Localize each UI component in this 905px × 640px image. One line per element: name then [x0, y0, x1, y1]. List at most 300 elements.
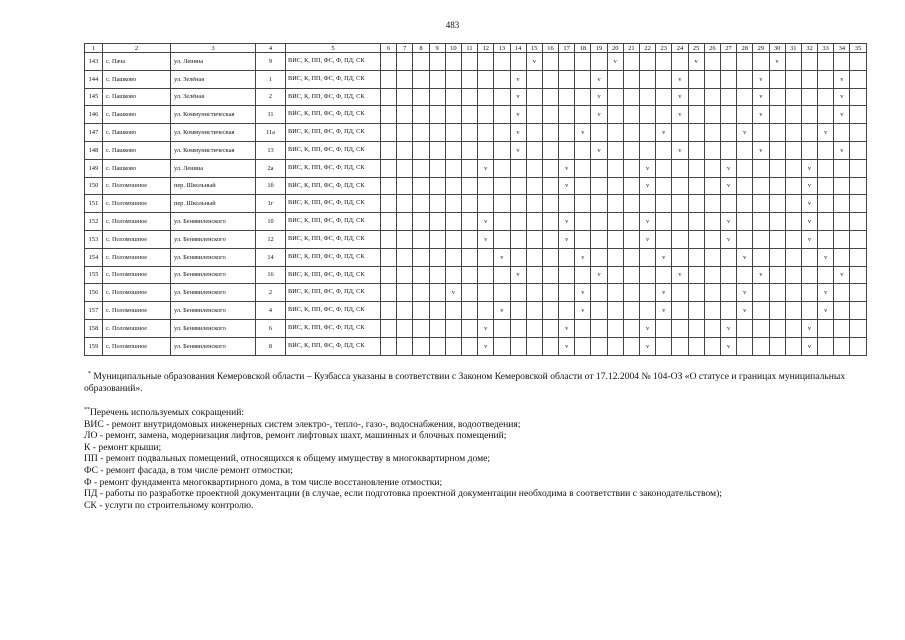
year-cell: [397, 159, 413, 177]
year-cell: [510, 248, 526, 266]
check-mark: v: [581, 289, 585, 297]
year-cell: [801, 302, 817, 320]
year-cell: [769, 124, 785, 142]
year-cell: [656, 213, 672, 231]
year-cell: [526, 266, 542, 284]
year-cell: [607, 88, 623, 106]
check-mark: v: [759, 271, 763, 279]
year-cell: [559, 53, 575, 71]
year-cell: [461, 141, 477, 159]
year-cell: [559, 319, 575, 337]
year-cell: [494, 266, 510, 284]
check-mark: v: [646, 164, 650, 172]
year-cell: [526, 213, 542, 231]
table-row: [85, 70, 867, 88]
year-cell: [397, 70, 413, 88]
column-number: 20: [607, 44, 623, 53]
year-cell: [607, 248, 623, 266]
year-cell: [688, 319, 704, 337]
house-cell: 2а: [256, 159, 286, 177]
year-cell: [623, 88, 639, 106]
year-cell: [720, 230, 736, 248]
year-cell: [542, 337, 558, 355]
table-row: [85, 141, 867, 159]
year-cell: [526, 302, 542, 320]
year-cell: [753, 177, 769, 195]
check-mark: v: [807, 342, 812, 350]
table-row: [85, 88, 867, 106]
year-cell: [785, 284, 801, 302]
year-cell: [785, 141, 801, 159]
street-cell: ул. Коммунистическая: [171, 141, 256, 159]
year-cell: [510, 284, 526, 302]
check-mark: v: [662, 307, 666, 315]
year-cell: [818, 195, 834, 213]
house-cell: 1: [256, 70, 286, 88]
table-row: [85, 124, 867, 142]
abbr-vis: ВИС - ремонт внутридомовых инженерных систем электро-, тепло-, газо-, водоснабжения, водоотведения;: [84, 418, 521, 430]
abbreviations-title: **Перечень используемых сокращений:: [84, 407, 245, 418]
year-cell: [672, 141, 688, 159]
year-cell: [704, 213, 720, 231]
row-number: 143: [85, 53, 103, 71]
year-cell: [510, 213, 526, 231]
year-cell: [623, 53, 639, 71]
year-cell: [542, 248, 558, 266]
check-mark: v: [597, 75, 601, 83]
check-mark: v: [759, 111, 763, 119]
year-cell: [785, 319, 801, 337]
year-cell: [623, 70, 639, 88]
year-cell: [510, 319, 526, 337]
check-mark: v: [565, 182, 569, 190]
page-number: 483: [445, 20, 460, 30]
check-mark: v: [484, 342, 488, 350]
year-cell: [737, 70, 753, 88]
year-cell: [640, 319, 656, 337]
year-cell: [672, 213, 688, 231]
year-cell: [801, 230, 817, 248]
year-cell: [834, 88, 850, 106]
row-number: 153: [85, 230, 103, 248]
column-number: 33: [818, 44, 834, 53]
year-cell: [672, 302, 688, 320]
year-cell: [526, 124, 542, 142]
check-mark: v: [613, 57, 617, 65]
year-cell: [607, 230, 623, 248]
works-cell: ВИС, К, ПП, ФС, Ф, ПД, СК: [286, 266, 381, 284]
year-cell: [445, 177, 461, 195]
year-cell: [801, 213, 817, 231]
works-cell: ВИС, К, ПП, ФС, Ф, ПД, СК: [286, 337, 381, 355]
year-cell: [591, 213, 607, 231]
column-numbers-row: [85, 44, 867, 53]
year-cell: [785, 302, 801, 320]
check-mark: v: [484, 324, 488, 332]
check-mark: v: [824, 129, 828, 137]
year-cell: [656, 106, 672, 124]
year-cell: [769, 106, 785, 124]
settlement-cell: с. Пашково: [103, 88, 171, 106]
column-number: 10: [445, 44, 461, 53]
check-mark: v: [516, 75, 520, 83]
year-cell: [607, 159, 623, 177]
column-number: 8: [413, 44, 429, 53]
year-cell: [850, 159, 866, 177]
year-cell: [785, 88, 801, 106]
year-cell: [413, 284, 429, 302]
year-cell: [769, 88, 785, 106]
house-cell: 10: [256, 213, 286, 231]
year-cell: [591, 124, 607, 142]
year-cell: [704, 284, 720, 302]
year-cell: [818, 88, 834, 106]
year-cell: [656, 337, 672, 355]
year-cell: [591, 319, 607, 337]
year-cell: [607, 195, 623, 213]
year-cell: [704, 124, 720, 142]
year-cell: [542, 177, 558, 195]
settlement-cell: с. Пашково: [103, 159, 171, 177]
column-number: 35: [850, 44, 866, 53]
year-cell: [850, 213, 866, 231]
check-mark: v: [694, 57, 698, 65]
year-cell: [478, 337, 494, 355]
year-cell: [526, 248, 542, 266]
year-cell: [445, 284, 461, 302]
abbr-sk: СК - услуги по строительному контролю.: [84, 499, 254, 511]
check-mark: v: [646, 342, 650, 350]
year-cell: [413, 53, 429, 71]
street-cell: ул. Бенявиленского: [171, 213, 256, 231]
works-cell: ВИС, К, ПП, ФС, Ф, ПД, СК: [286, 106, 381, 124]
year-cell: [850, 53, 866, 71]
year-cell: [769, 70, 785, 88]
year-cell: [461, 337, 477, 355]
year-cell: [397, 88, 413, 106]
year-cell: [478, 177, 494, 195]
year-cell: [850, 195, 866, 213]
year-cell: [623, 230, 639, 248]
year-cell: [542, 159, 558, 177]
year-cell: [688, 266, 704, 284]
year-cell: [413, 248, 429, 266]
year-cell: [623, 319, 639, 337]
year-cell: [672, 70, 688, 88]
year-cell: [720, 195, 736, 213]
year-cell: [397, 302, 413, 320]
column-number: 25: [688, 44, 704, 53]
settlement-cell: с. Поломошное: [103, 319, 171, 337]
check-mark: v: [807, 182, 812, 190]
year-cell: [445, 141, 461, 159]
year-cell: [445, 159, 461, 177]
year-cell: [381, 106, 397, 124]
year-cell: [526, 337, 542, 355]
table-row: [85, 159, 867, 177]
year-cell: [542, 88, 558, 106]
year-cell: [672, 177, 688, 195]
year-cell: [478, 106, 494, 124]
year-cell: [769, 213, 785, 231]
year-cell: [510, 177, 526, 195]
year-cell: [656, 141, 672, 159]
year-cell: [381, 70, 397, 88]
year-cell: [607, 106, 623, 124]
year-cell: [623, 106, 639, 124]
year-cell: [818, 70, 834, 88]
year-cell: [494, 284, 510, 302]
year-cell: [704, 195, 720, 213]
year-cell: [656, 195, 672, 213]
year-cell: [640, 337, 656, 355]
year-cell: [818, 177, 834, 195]
street-cell: ул. Зелёная: [171, 70, 256, 88]
year-cell: [769, 53, 785, 71]
check-mark: v: [824, 253, 828, 261]
column-number: 7: [397, 44, 413, 53]
year-cell: [656, 70, 672, 88]
year-cell: [720, 213, 736, 231]
street-cell: ул. Бенявиленского: [171, 248, 256, 266]
column-number: 1: [85, 44, 103, 53]
year-cell: [397, 213, 413, 231]
year-cell: [591, 159, 607, 177]
year-cell: [704, 319, 720, 337]
year-cell: [478, 319, 494, 337]
check-mark: v: [516, 146, 520, 154]
year-cell: [542, 302, 558, 320]
year-cell: [575, 266, 591, 284]
year-cell: [494, 88, 510, 106]
year-cell: [785, 248, 801, 266]
year-cell: [591, 141, 607, 159]
year-cell: [623, 195, 639, 213]
house-cell: 2: [256, 284, 286, 302]
year-cell: [834, 106, 850, 124]
table-row: [85, 248, 867, 266]
year-cell: [656, 124, 672, 142]
year-cell: [672, 319, 688, 337]
year-cell: [591, 195, 607, 213]
year-cell: [623, 337, 639, 355]
year-cell: [559, 230, 575, 248]
year-cell: [510, 302, 526, 320]
year-cell: [801, 284, 817, 302]
year-cell: [850, 230, 866, 248]
year-cell: [769, 159, 785, 177]
year-cell: [753, 195, 769, 213]
street-cell: ул. Бенявиленского: [171, 319, 256, 337]
check-mark: v: [743, 289, 747, 297]
year-cell: [381, 159, 397, 177]
column-number: 2: [103, 44, 171, 53]
year-cell: [575, 124, 591, 142]
year-cell: [575, 88, 591, 106]
year-cell: [656, 266, 672, 284]
year-cell: [478, 88, 494, 106]
abbreviations-list: [84, 407, 867, 511]
year-cell: [850, 106, 866, 124]
row-number: 151: [85, 195, 103, 213]
settlement-cell: с. Поломошное: [103, 248, 171, 266]
year-cell: [753, 248, 769, 266]
year-cell: [494, 124, 510, 142]
year-cell: [526, 230, 542, 248]
check-mark: v: [662, 129, 666, 137]
year-cell: [720, 88, 736, 106]
check-mark: v: [840, 93, 844, 101]
settlement-cell: с. Пашково: [103, 124, 171, 142]
year-cell: [445, 53, 461, 71]
year-cell: [575, 284, 591, 302]
year-cell: [429, 88, 445, 106]
year-cell: [542, 124, 558, 142]
year-cell: [737, 177, 753, 195]
street-cell: ул. Коммунистическая: [171, 106, 256, 124]
check-mark: v: [840, 146, 844, 154]
year-cell: [623, 159, 639, 177]
check-mark: v: [565, 324, 569, 332]
column-number: 32: [801, 44, 817, 53]
year-cell: [381, 177, 397, 195]
year-cell: [559, 302, 575, 320]
works-cell: ВИС, К, ПП, ФС, Ф, ПД, СК: [286, 159, 381, 177]
year-cell: [801, 124, 817, 142]
year-cell: [737, 195, 753, 213]
row-number: 147: [85, 124, 103, 142]
check-mark: v: [807, 164, 812, 172]
year-cell: [413, 70, 429, 88]
year-cell: [559, 266, 575, 284]
row-number: 158: [85, 319, 103, 337]
year-cell: [704, 53, 720, 71]
year-cell: [656, 230, 672, 248]
year-cell: [720, 106, 736, 124]
year-cell: [688, 195, 704, 213]
year-cell: [607, 284, 623, 302]
year-cell: [801, 337, 817, 355]
year-cell: [445, 266, 461, 284]
year-cell: [575, 106, 591, 124]
year-cell: [753, 124, 769, 142]
row-number: 152: [85, 213, 103, 231]
street-cell: ул. Бенявиленского: [171, 266, 256, 284]
abbr-fs: ФС - ремонт фасада, в том числе ремонт отмостки;: [84, 464, 293, 476]
year-cell: [834, 177, 850, 195]
year-cell: [688, 230, 704, 248]
year-cell: [607, 213, 623, 231]
year-cell: [623, 266, 639, 284]
house-cell: 11: [256, 106, 286, 124]
year-cell: [478, 284, 494, 302]
year-cell: [688, 70, 704, 88]
year-cell: [494, 230, 510, 248]
year-cell: [591, 106, 607, 124]
year-cell: [785, 213, 801, 231]
footnote-text: Муниципальные образования Кемеровской области – Кузбасса указаны в соответствии с Законом Кемеровской области от 17.12.2004 № 104-ОЗ «О статусе и границах муниципальных образований».: [84, 371, 846, 394]
year-cell: [461, 195, 477, 213]
check-mark: v: [840, 271, 844, 279]
year-cell: [381, 213, 397, 231]
table-row: [85, 195, 867, 213]
year-cell: [801, 195, 817, 213]
year-cell: [720, 177, 736, 195]
year-cell: [607, 337, 623, 355]
year-cell: [656, 284, 672, 302]
year-cell: [510, 266, 526, 284]
settlement-cell: с. Поломошное: [103, 177, 171, 195]
year-cell: [591, 70, 607, 88]
year-cell: [461, 70, 477, 88]
works-cell: ВИС, К, ПП, ФС, Ф, ПД, СК: [286, 248, 381, 266]
street-cell: ул. Бенявиленского: [171, 337, 256, 355]
table-row: [85, 319, 867, 337]
year-cell: [575, 195, 591, 213]
table-row: [85, 302, 867, 320]
check-mark: v: [759, 146, 763, 154]
column-number: 19: [591, 44, 607, 53]
column-number: 11: [461, 44, 477, 53]
year-cell: [688, 124, 704, 142]
year-cell: [494, 159, 510, 177]
house-cell: 11а: [256, 124, 286, 142]
column-number: 24: [672, 44, 688, 53]
year-cell: [801, 319, 817, 337]
year-cell: [656, 177, 672, 195]
settlement-cell: с. Поломошное: [103, 195, 171, 213]
year-cell: [542, 141, 558, 159]
year-cell: [559, 88, 575, 106]
year-cell: [688, 177, 704, 195]
year-cell: [526, 284, 542, 302]
year-cell: [607, 124, 623, 142]
year-cell: [720, 319, 736, 337]
year-cell: [607, 141, 623, 159]
year-cell: [801, 88, 817, 106]
year-cell: [834, 195, 850, 213]
year-cell: [818, 53, 834, 71]
column-number: 28: [737, 44, 753, 53]
house-cell: 13: [256, 141, 286, 159]
year-cell: [397, 53, 413, 71]
year-cell: [785, 337, 801, 355]
year-cell: [510, 230, 526, 248]
year-cell: [381, 88, 397, 106]
year-cell: [510, 124, 526, 142]
year-cell: [720, 159, 736, 177]
year-cell: [413, 177, 429, 195]
check-mark: v: [726, 182, 731, 190]
year-cell: [623, 124, 639, 142]
year-cell: [478, 70, 494, 88]
year-cell: [801, 70, 817, 88]
year-cell: [704, 106, 720, 124]
table-row: [85, 106, 867, 124]
year-cell: [818, 284, 834, 302]
year-cell: [397, 141, 413, 159]
row-number: 149: [85, 159, 103, 177]
year-cell: [381, 284, 397, 302]
year-cell: [850, 177, 866, 195]
year-cell: [461, 319, 477, 337]
abbr-f: Ф - ремонт фундамента многоквартирного дома, в том числе восстановление отмостки;: [84, 476, 443, 488]
year-cell: [801, 266, 817, 284]
year-cell: [461, 302, 477, 320]
year-cell: [737, 88, 753, 106]
year-cell: [704, 70, 720, 88]
year-cell: [461, 124, 477, 142]
